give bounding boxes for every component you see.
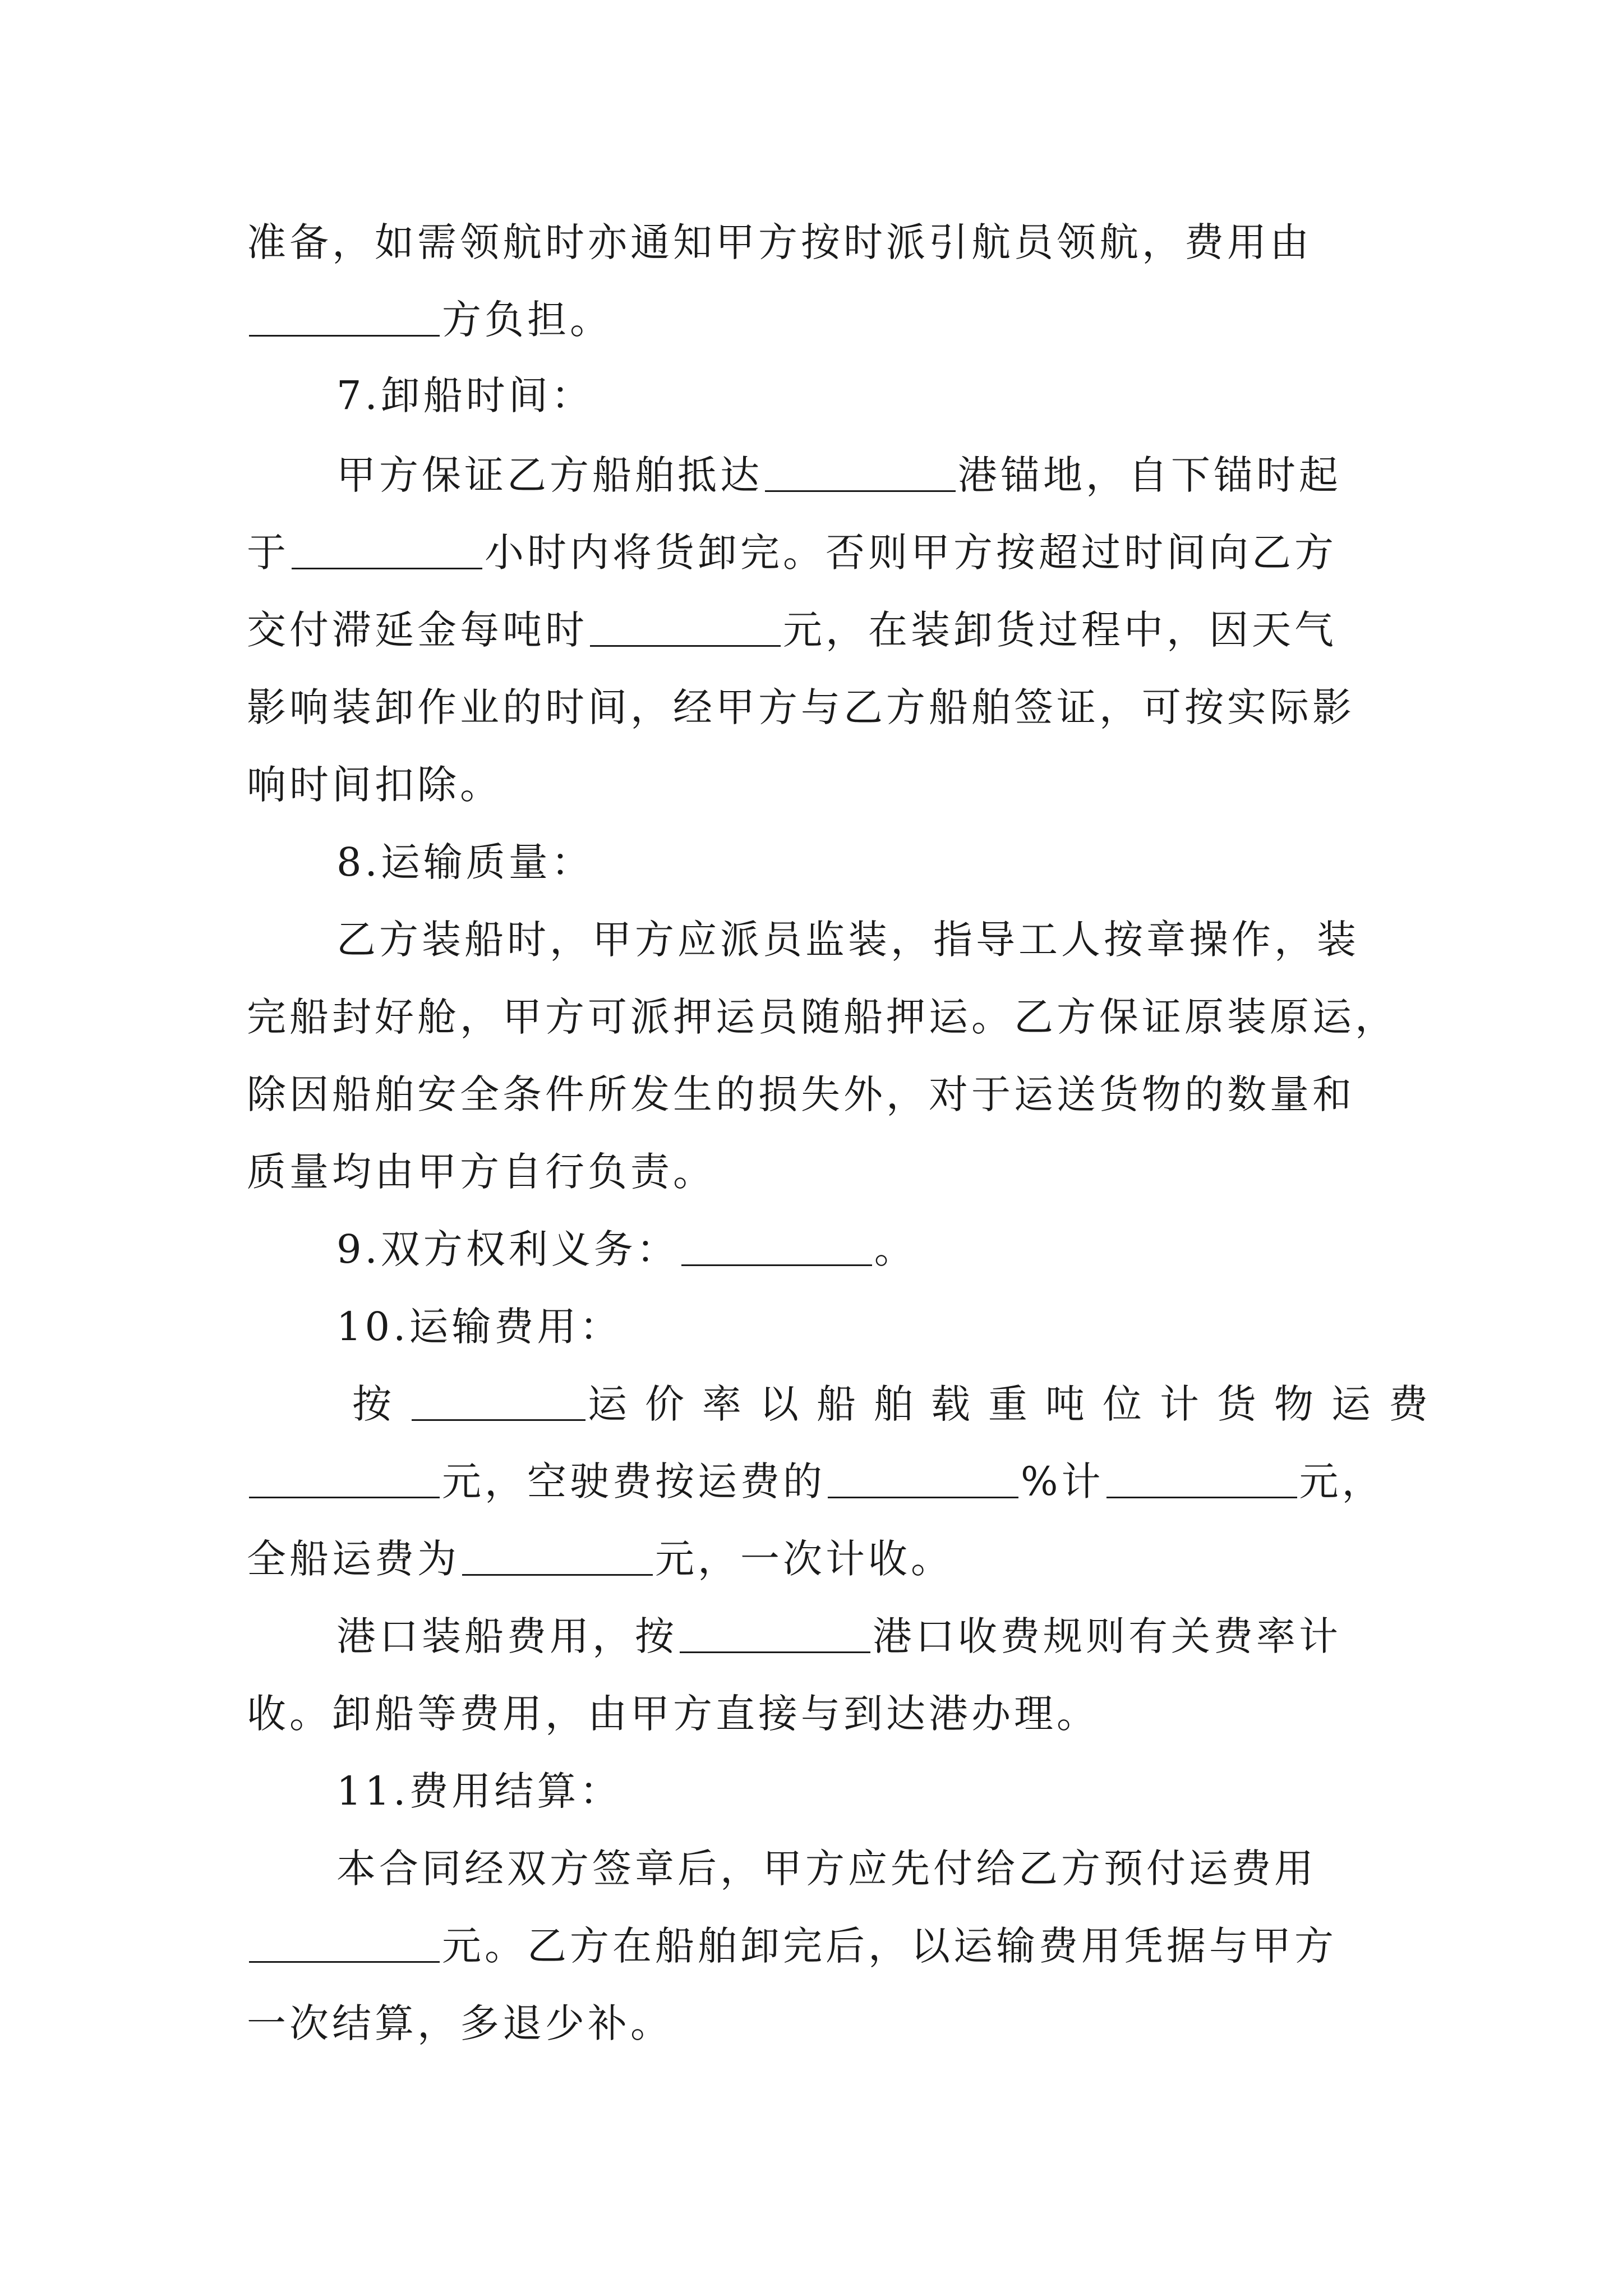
text-line: 甲方保证乙方船舶抵达 港锚地，自下锚时起 (336, 452, 1341, 498)
fill-blank (249, 1922, 440, 1963)
fill-blank (292, 528, 482, 569)
text-line: 收。卸船等费用，由甲方直接与到达港办理。 (247, 1691, 1099, 1737)
text-line: 元。乙方在船舶卸完后，以运输费用凭据与甲方 (247, 1918, 1337, 1974)
text-line: 一次结算，多退少补。 (247, 2000, 673, 2046)
section-heading: 9.双方权利义务： 。 (336, 1226, 917, 1272)
text-line: 方负担。 (247, 292, 612, 348)
fill-blank (1106, 1457, 1297, 1498)
text-line: 元，空驶费按运费的 %计 元， (247, 1453, 1385, 1510)
section-heading: 8.运输质量： (336, 839, 594, 885)
fill-blank (462, 1535, 653, 1576)
text-line: 除因船舶安全条件所发生的损失外，对于运送货物的数量和 (247, 1071, 1355, 1117)
text-line: 港口装船费用，按 港口收费规则有关费率计 (336, 1613, 1341, 1659)
text-line: 准备，如需领航时亦通知甲方按时派引航员领航，费用由 (247, 219, 1312, 265)
text-line: 乙方装船时，甲方应派员监装，指导工人按章操作，装 (336, 917, 1359, 963)
fill-blank (249, 296, 440, 337)
text-line: 本合同经双方签章后，甲方应先付给乙方预付运费用 (336, 1846, 1317, 1892)
section-heading: 10.运输费用： (336, 1304, 623, 1350)
text-line: 按 运价率以船舶载重吨位计货物运费 (352, 1381, 1446, 1427)
text-line: 于 小时内将货卸完。否则甲方按超过时间向乙方 (247, 530, 1337, 576)
text-line: 全船运费为 元，一次计收。 (247, 1536, 953, 1582)
section-heading: 11.费用结算： (336, 1768, 623, 1814)
text-line: 交付滞延金每吨时 元，在装卸货过程中，因天气 (247, 607, 1337, 653)
text-line: 完船封好舱，甲方可派押运员随船押运。乙方保证原装原运， (247, 994, 1398, 1040)
fill-blank (765, 451, 956, 492)
fill-blank (590, 606, 781, 647)
section-heading: 7.卸船时间： (336, 372, 594, 418)
text-line: 质量均由甲方自行负责。 (247, 1149, 716, 1195)
fill-blank (249, 1457, 440, 1498)
text-line: 响时间扣除。 (247, 762, 502, 808)
fill-blank (412, 1380, 585, 1421)
fill-blank (828, 1457, 1018, 1498)
text-line: 影响装卸作业的时间，经甲方与乙方船舶签证，可按实际影 (247, 684, 1355, 730)
fill-blank (681, 1225, 872, 1266)
fill-blank (680, 1612, 870, 1653)
